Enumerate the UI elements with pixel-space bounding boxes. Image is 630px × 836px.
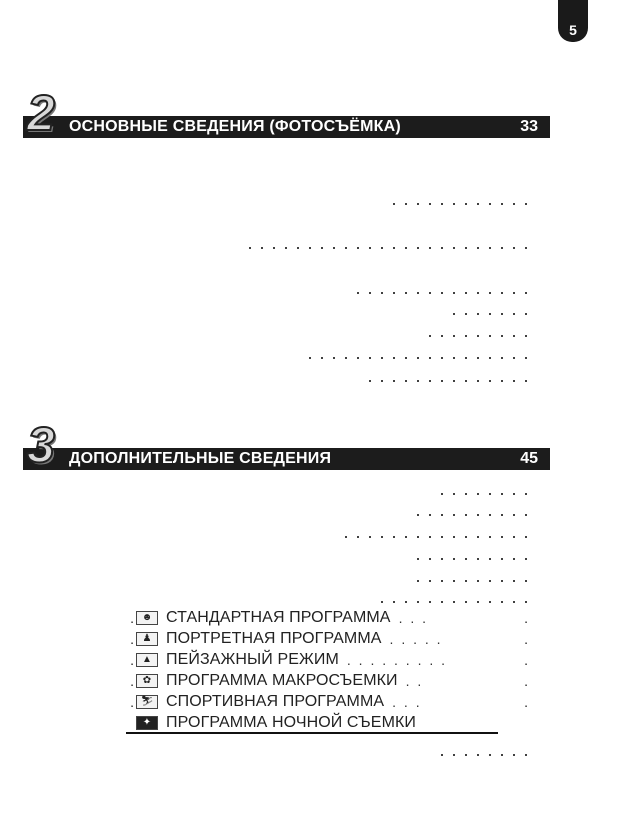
leader-dot: .	[130, 693, 134, 710]
leader-dots	[303, 353, 532, 363]
night-scene-icon: ✦	[136, 716, 158, 730]
toc-entry-sports[interactable]	[120, 691, 540, 712]
leader-dot: .	[130, 672, 134, 689]
portrait-icon: ♟	[136, 632, 158, 646]
program-label: ПРОГРАММА НОЧНОЙ СЪЕМКИ	[166, 713, 417, 731]
leader-dots: . . .	[392, 693, 422, 710]
section-number-icon: 2	[27, 85, 53, 141]
page-number-tab	[558, 0, 588, 42]
program-list	[120, 607, 540, 733]
program-label: ПОРТРЕТНАЯ ПРОГРАММА	[166, 629, 382, 647]
section-number-icon: 3	[27, 417, 53, 473]
leader-dots	[357, 288, 532, 298]
landscape-icon: ▲	[136, 653, 158, 667]
leader-dots	[240, 243, 532, 253]
leader-dot: .	[524, 651, 528, 668]
toc-entry-macro[interactable]	[120, 670, 540, 691]
leader-dot: .	[130, 609, 134, 626]
section-header-3	[23, 417, 550, 473]
macro-flower-icon: ✿	[136, 674, 158, 688]
leader-dots	[408, 554, 532, 564]
divider-line	[126, 732, 498, 734]
leader-dot: .	[524, 609, 528, 626]
toc-entry-standard[interactable]	[120, 607, 540, 628]
section-page: 33	[520, 118, 538, 135]
section-header-2	[23, 85, 550, 141]
leader-dots: . . .	[398, 609, 429, 626]
leader-dot: .	[524, 693, 528, 710]
leader-dots: . . . . .	[389, 630, 443, 647]
leader-dots: . .	[405, 672, 424, 689]
section-title: ДОПОЛНИТЕЛЬНЫЕ СВЕДЕНИЯ	[69, 450, 332, 467]
leader-dot: .	[524, 630, 528, 647]
leader-dot: .	[524, 672, 528, 689]
page-number: 5	[569, 22, 577, 38]
toc-entry-portrait[interactable]	[120, 628, 540, 649]
leader-dots	[342, 532, 532, 542]
leader-dot: .	[130, 630, 134, 647]
leader-dots	[408, 576, 532, 586]
section-title: ОСНОВНЫЕ СВЕДЕНИЯ (ФОТОСЪЁМКА)	[69, 118, 401, 135]
leader-dots	[416, 510, 532, 520]
smiley-icon: ☻	[136, 611, 158, 625]
leader-dots	[443, 309, 532, 319]
leader-dots	[440, 750, 532, 760]
section-page: 45	[520, 450, 538, 467]
toc-entry-landscape[interactable]	[120, 649, 540, 670]
leader-dots	[368, 376, 532, 386]
leader-dots	[378, 597, 532, 607]
leader-dot: .	[130, 651, 134, 668]
toc-entry-night[interactable]	[120, 712, 540, 733]
program-label: ПРОГРАММА МАКРОСЪЕМКИ	[166, 671, 398, 689]
leader-dots	[431, 489, 532, 499]
leader-dots: . . . . . . . . .	[346, 651, 448, 668]
program-label: СТАНДАРТНАЯ ПРОГРАММА	[166, 608, 391, 626]
leader-dots	[393, 199, 532, 209]
program-label: СПОРТИВНАЯ ПРОГРАММА	[166, 692, 385, 710]
leader-dots	[429, 331, 532, 341]
program-label: ПЕЙЗАЖНЫЙ РЕЖИМ	[166, 650, 339, 668]
sports-runner-icon: ⛷	[136, 695, 158, 709]
